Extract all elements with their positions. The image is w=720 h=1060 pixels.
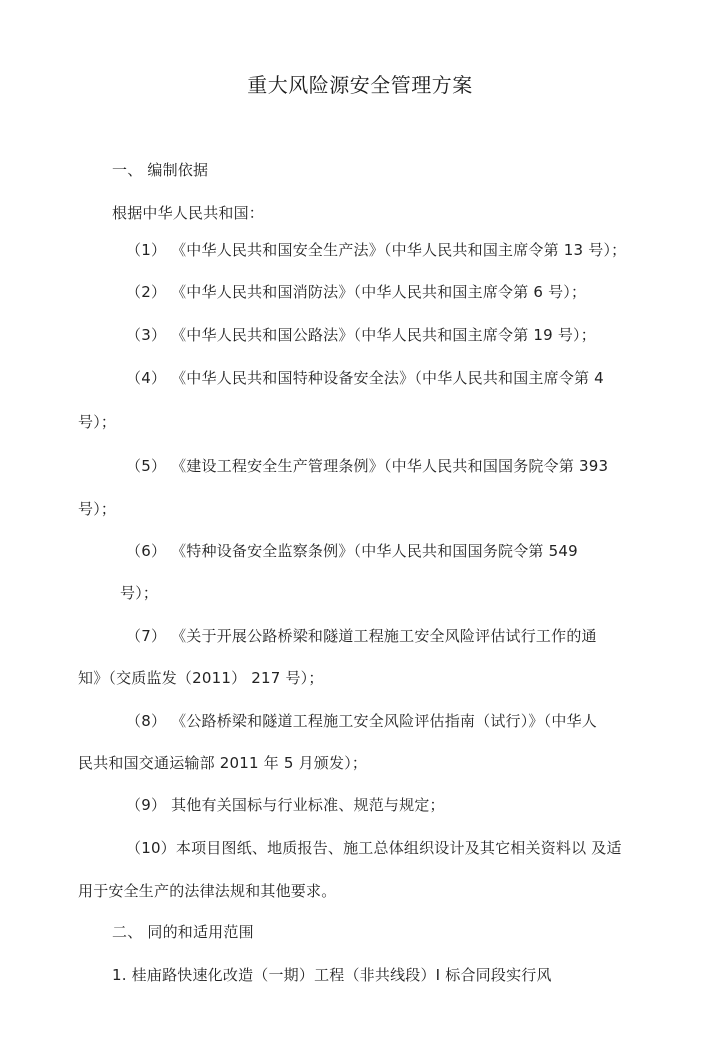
section-heading-basis: 一、 编制依据 [112, 161, 209, 179]
list-item-6: （6） 《特种设备安全监察条例》（中华人民共和国国务院令第 549 [126, 542, 578, 560]
list-item-1: （1） 《中华人民共和国安全生产法》（中华人民共和国主席令第 13 号）； [126, 241, 627, 259]
list-item-5: （5） 《建设工程安全生产管理条例》（中华人民共和国国务院令第 393 [126, 457, 609, 475]
list-item-8-cont: 民共和国交通运输部 2011 年 5 月颁发）； [78, 754, 368, 772]
list-item-8: （8） 《公路桥梁和隧道工程施工安全风险评估指南（试行）》（中华人 [126, 712, 597, 730]
list-item-7-cont: 知》（交质监发（2011） 217 号）； [78, 669, 324, 687]
list-item-10: （10）本项目图纸、地质报告、施工总体组织设计及其它相关资料以 及适 [126, 839, 622, 857]
list-item-5-cont: 号）； [78, 500, 117, 518]
scope-item-1: 1. 桂庙路快速化改造（一期）工程（非共线段）I 标合同段实行风 [112, 966, 552, 984]
list-item-9: （9） 其他有关国标与行业标准、规范与规定； [126, 796, 445, 814]
list-item-10-cont: 用于安全生产的法律法规和其他要求。 [78, 882, 337, 900]
basis-intro: 根据中华人民共和国： [112, 204, 265, 222]
list-item-7: （7） 《关于开展公路桥梁和隧道工程施工安全风险评估试行工作的通 [126, 627, 597, 645]
list-item-4-cont: 号）； [78, 413, 117, 431]
section-heading-scope: 二、 同的和适用范围 [112, 923, 254, 941]
list-item-6-cont: 号）； [120, 584, 159, 602]
list-item-4: （4） 《中华人民共和国特种设备安全法》（中华人民共和国主席令第 4 [126, 369, 604, 387]
page-title: 重大风险源安全管理方案 [247, 73, 473, 97]
list-item-2: （2） 《中华人民共和国消防法》（中华人民共和国主席令第 6 号）； [126, 283, 587, 301]
list-item-3: （3） 《中华人民共和国公路法》（中华人民共和国主席令第 19 号）； [126, 326, 596, 344]
